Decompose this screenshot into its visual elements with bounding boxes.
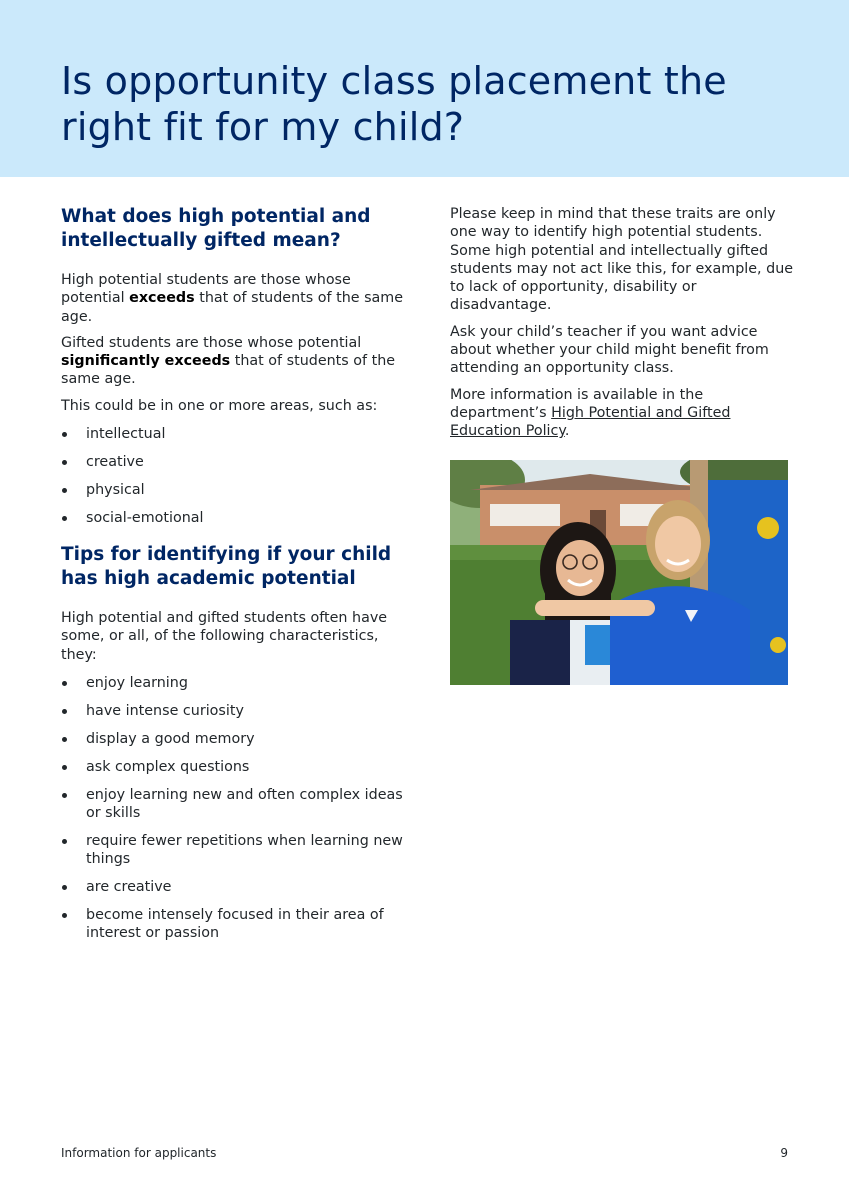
high-potential-definition xyxy=(61,271,406,326)
page-title-line1: Is opportunity class placement the xyxy=(61,59,727,103)
students-photo xyxy=(450,460,788,685)
high-potential-text-a: High potential students are those whose potential xyxy=(61,272,351,307)
more-info-text: More information is available in the department’s xyxy=(450,386,704,421)
high-potential-emphasis: exceeds xyxy=(129,290,195,307)
list-item: creative xyxy=(61,453,406,471)
more-information xyxy=(450,386,795,441)
list-item: enjoy learning xyxy=(61,674,406,692)
traits-list xyxy=(61,674,406,942)
list-item: ask complex questions xyxy=(61,758,406,776)
section-heading-high-potential: What does high potential and intellectually gifted mean? xyxy=(61,206,371,251)
areas-intro: This could be in one or more areas, such as: xyxy=(61,397,378,414)
students-photo-illustration xyxy=(450,460,788,685)
gifted-text-b: that of students of the same age. xyxy=(61,353,396,388)
policy-link[interactable]: High Potential and Gifted Education Policy xyxy=(450,404,731,440)
list-item: display a good memory xyxy=(61,730,406,748)
traits-intro: High potential and gifted students often have some, or all, of the following characteristics, they: xyxy=(61,610,388,663)
areas-list xyxy=(61,425,406,527)
list-item: become intensely focused in their area of interest or passion xyxy=(61,906,406,943)
section-heading-tips: Tips for identifying if your child has high academic potential xyxy=(61,544,392,590)
page-title-line2: right fit for my child? xyxy=(61,105,465,149)
gifted-emphasis: significantly exceeds xyxy=(61,353,231,370)
right-column xyxy=(450,205,795,449)
list-item: enjoy learning new and often complex ideas or skills xyxy=(61,786,406,823)
list-item: physical xyxy=(61,481,406,499)
left-column xyxy=(61,205,406,952)
list-item: have intense curiosity xyxy=(61,702,406,720)
gifted-definition xyxy=(61,334,406,389)
list-item: social-emotional xyxy=(61,509,406,527)
more-info-period: . xyxy=(564,423,570,440)
list-item: intellectual xyxy=(61,425,406,443)
page-number: 9 xyxy=(780,1146,788,1160)
gifted-text-a: Gifted students are those whose potential xyxy=(61,334,362,351)
teacher-advice: Ask your child’s teacher if you want advice about whether your child might benefit from attending an opportunity class. xyxy=(450,323,769,377)
traits-caveat: Please keep in mind that these traits are only one way to identify high potential students. Some high potential and intellectually gifted students may not act like this, for example, due to lack of opportunity, disability or disadvantage. xyxy=(450,206,794,314)
high-potential-text-b: that of students of the same age. xyxy=(61,290,404,325)
list-item: require fewer repetitions when learning new things xyxy=(61,832,406,869)
page-title xyxy=(61,58,801,150)
footer-label: Information for applicants xyxy=(61,1146,217,1160)
list-item: are creative xyxy=(61,878,406,896)
